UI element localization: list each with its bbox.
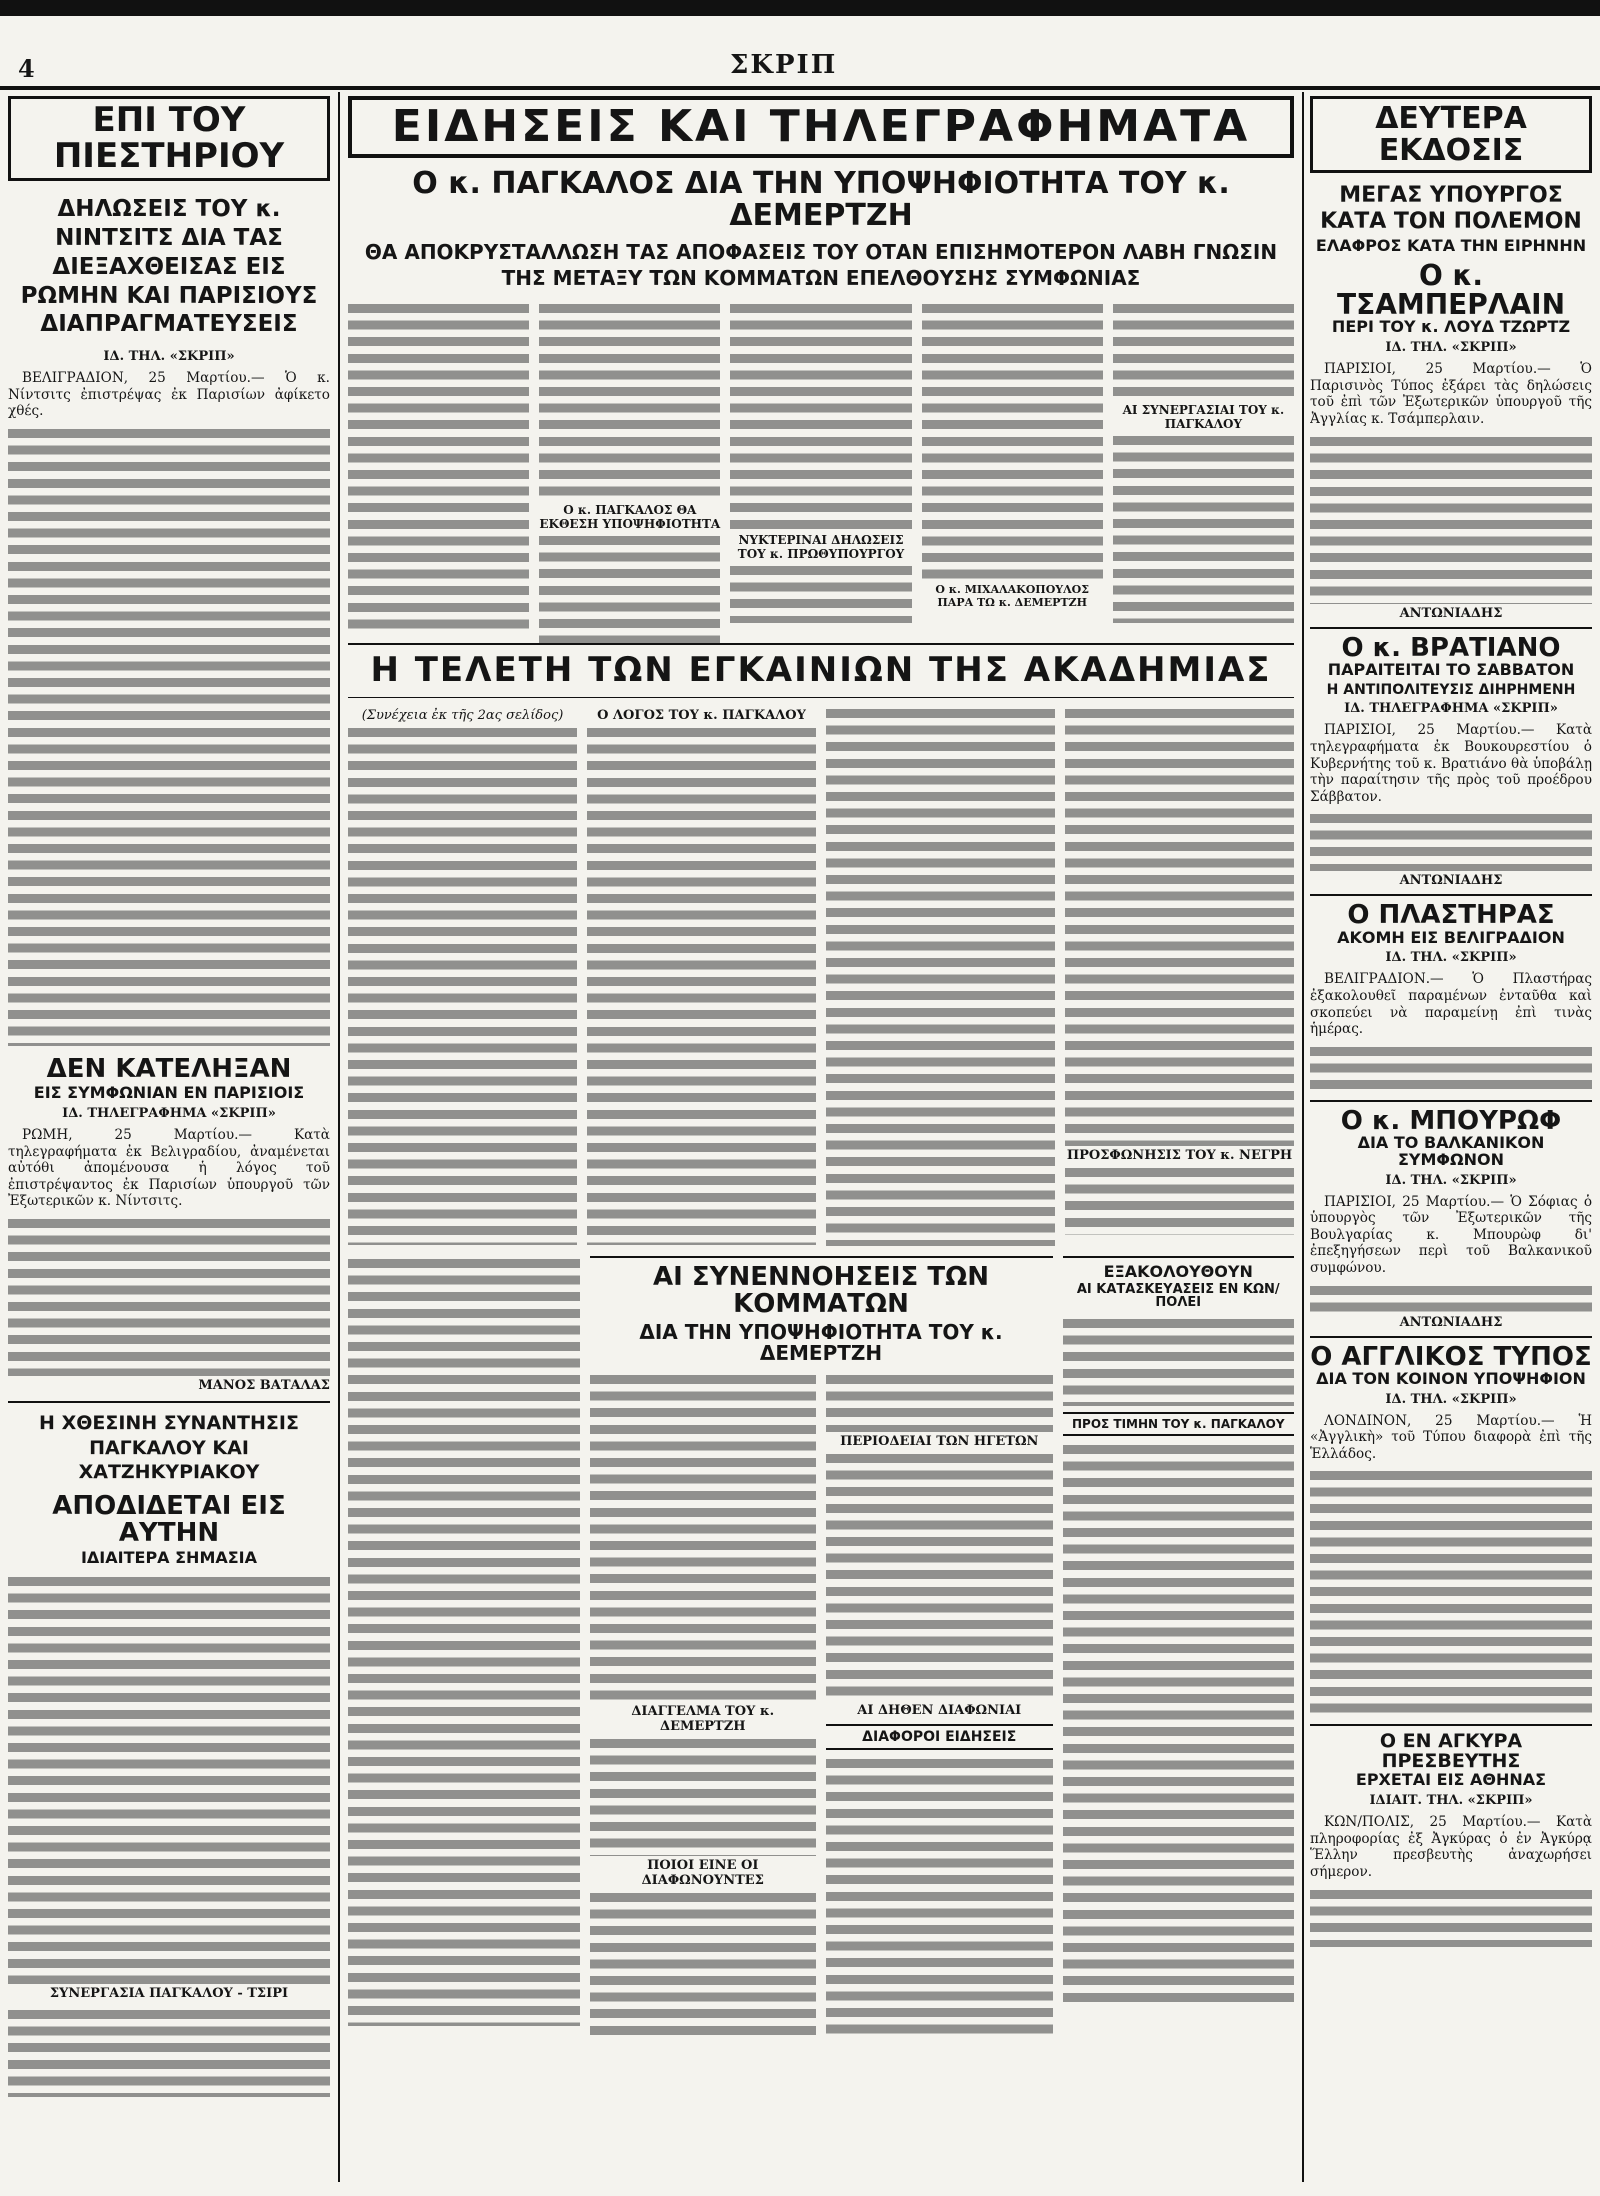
story-column (1065, 706, 1294, 1246)
section-header: ΠΡΟΣ ΤΙΜΗΝ ΤΟΥ κ. ΠΑΓΚΑΛΟΥ (1063, 1412, 1295, 1436)
subhead: ΠΡΟΣΦΩΝΗΣΙΣ ΤΟΥ κ. ΝΕΓΡΗ (1066, 1147, 1293, 1163)
right-headline: Ο ΠΛΑΣΤΗΡΑΣ (1347, 900, 1555, 931)
signature: ΜΑΝΟΣ ΒΑΤΑΛΑΣ (198, 1377, 330, 1393)
left-deck: ΔΗΛΩΣΕΙΣ ΤΟΥ κ. ΝΙΝΤΣΙΤΣ ΔΙΑ ΤΑΣ ΔΙΕΞΑΧΘΕΙΣΑΣ ΕΙΣ ΡΩΜΗΝ ΚΑΙ ΠΑΡΙΣΙΟΥΣ ΔΙΑΠΡΑΓΜΑΤΕΥΣΕΙΣ (20, 196, 318, 338)
left-headline: Η ΧΘΕΣΙΝΗ ΣΥΝΑΝΤΗΣΙΣ ΠΑΓΚΑΛΟΥ ΚΑΙ ΧΑΤΖΗΚΥΡΙΑΚΟΥ (39, 1411, 299, 1484)
story-column (539, 301, 720, 631)
right-headline: Ο κ. ΜΠΟΥΡΩΦ (1340, 1105, 1562, 1136)
signature: ΑΝΤΩΝΙΑΔΗΣ (1399, 873, 1503, 889)
top-story-columns (348, 301, 1294, 631)
right-headline: Ο ΑΓΓΛΙΚΟΣ ΤΥΠΟΣ (1310, 1341, 1592, 1372)
story-column (348, 1256, 580, 2036)
right-column (1310, 96, 1592, 2186)
subhead: ΔΕΝ ΚΑΤΕΛΗΞΑΝ (46, 1053, 292, 1084)
center-section (348, 96, 1294, 2186)
left-headline: ΕΠΙ ΤΟΥ ΠΙΕΣΤΗΡΙΟΥ (8, 96, 330, 181)
center-banner: ΕΙΔΗΣΕΙΣ ΚΑΙ ΤΗΛΕΓΡΑΦΗΜΑΤΑ (348, 96, 1294, 158)
parties-deck: ΔΙΑ ΤΗΝ ΥΠΟΨΗΦΙΟΤΗΤΑ ΤΟΥ κ. ΔΕΜΕΡΤΖΗ (639, 1320, 1003, 1366)
article-body (8, 426, 330, 1046)
right-deck: Η ΑΝΤΙΠΟΛΙΤΕΥΣΙΣ ΔΙΗΡΗΜΕΝΗ (1326, 681, 1576, 698)
subhead: ΠΕΡΙΟΔΕΙΑΙ ΤΩΝ ΗΓΕΤΩΝ (840, 1434, 1039, 1450)
right-headline: Ο κ. ΤΣΑΜΠΕΡΛΑΙΝ (1336, 258, 1566, 321)
article-body (1113, 433, 1294, 623)
right-deck: ΕΡΧΕΤΑΙ ΕΙΣ ΑΘΗΝΑΣ (1355, 1770, 1547, 1790)
article-body (922, 301, 1103, 581)
article-body (348, 725, 577, 1245)
subhead: Ο κ. ΜΙΧΑΛΑΚΟΠΟΥΛΟΣ ΠΑΡΑ ΤΩ κ. ΔΕΜΕΡΤΖΗ (935, 583, 1090, 610)
subhead: ΝΥΚΤΕΡΙΝΑΙ ΔΗΛΩΣΕΙΣ ΤΟΥ κ. ΠΡΩΘΥΠΟΥΡΓΟΥ (737, 533, 905, 562)
signature: ΑΝΤΩΝΙΑΔΗΣ (1399, 1314, 1503, 1330)
right-headline: ΜΕΓΑΣ ΥΠΟΥΡΓΟΣ ΚΑΤΑ ΤΟΝ ΠΟΛΕΜΟΝ (1320, 183, 1582, 235)
article-body (539, 301, 720, 501)
excavations-headline: ΕΞΑΚΟΛΟΥΘΟΥΝ (1063, 1256, 1295, 1281)
story-column (730, 301, 911, 631)
dateline: ΙΔ. ΤΗΛ. «ΣΚΡΙΠ» (1385, 1172, 1517, 1188)
column-rule (338, 92, 340, 2182)
article-body (590, 1372, 817, 1702)
article-body (1063, 1442, 1295, 2002)
article-body (1065, 1165, 1294, 1235)
story-column (348, 301, 529, 631)
right-deck: ΔΙΑ ΤΟ ΒΑΛΚΑΝΙΚΟΝ ΣΥΜΦΩΝΟΝ (1357, 1133, 1545, 1169)
right-headline: Ο ΕΝ ΑΓΚΥΡΑ ΠΡΕΣΒΕΥΤΗΣ (1379, 1730, 1523, 1773)
subhead: ΠΟΙΟΙ ΕΙΝΕ ΟΙ ΔΙΑΦΩΝΟΥΝΤΕΣ (641, 1858, 764, 1889)
article-body (1310, 1887, 1592, 1947)
story-column (1113, 301, 1294, 631)
story-column (1063, 1256, 1295, 2036)
article-body (590, 1890, 817, 2040)
right-deck: ΑΚΟΜΗ ΕΙΣ ΒΕΛΙΓΡΑΔΙΟΝ (1337, 927, 1565, 947)
subhead: ΣΥΝΕΡΓΑΣΙΑ ΠΑΓΚΑΛΟΥ - ΤΣΙΡΙ (49, 1986, 289, 2002)
story-column (922, 301, 1103, 631)
excavations-deck: ΑΙ ΚΑΤΑΣΚΕΥΑΣΕΙΣ ΕΝ ΚΩΝ/ΠΟΛΕΙ (1076, 1281, 1280, 1311)
right-deck: ΠΕΡΙ ΤΟΥ κ. ΛΟΥΔ ΤΖΩΡΤΖ (1331, 317, 1571, 337)
article-body (730, 301, 911, 531)
article-body (1310, 434, 1592, 604)
article-body (348, 1256, 580, 2026)
article-body (1310, 1468, 1592, 1718)
masthead-bar (0, 0, 1600, 16)
article-body (1063, 1316, 1295, 1406)
subhead-deck: ΕΙΣ ΣΥΜΦΩΝΙΑΝ ΕΝ ΠΑΡΙΣΙΟΙΣ (33, 1083, 305, 1103)
article-lead: ΠΑΡΙΣΙΟΙ, 25 Μαρτίου.— Ὁ Παρισινὸς Τύπος ἐξάρει τὰς δηλώσεις τοῦ ἐπὶ τῶν Ἐξωτερικῶν ὑπουργοῦ τῆς Ἀγγλίας κ. Τσάμπερλαιν. (1310, 361, 1592, 427)
article-lead: ΒΕΛΙΓΡΑΔΙΟΝ.— Ὁ Πλαστήρας ἐξακολουθεῖ παραμένων ἐνταῦθα καὶ σκοπεύει νὰ παραμείνῃ ἐπὶ τινὰς ἡμέρας. (1310, 971, 1592, 1038)
dateline: ΙΔ. ΤΗΛΕΓΡΑΦΗΜΑ «ΣΚΡΙΠ» (62, 1106, 276, 1121)
article-body (8, 1574, 330, 1984)
section-header: ΔΙΑΦΟΡΟΙ ΕΙΔΗΣΕΙΣ (826, 1724, 1053, 1750)
article-lead: ΠΑΡΙΣΙΟΙ, 25 Μαρτίου.— Ὁ Σόφιας ὁ ὑπουργὸς τῶν Ἐξωτερικῶν τῆς Βουλγαρίας κ. Μπουρὼφ δι' ἐπεξηγήσεων περὶ τοῦ Βαλκανικοῦ συμφώνου. (1310, 1193, 1592, 1277)
right-deck: ΠΑΡΑΙΤΕΙΤΑΙ ΤΟ ΣΑΒΒΑΤΟΝ (1327, 659, 1575, 679)
article-body (1310, 811, 1592, 871)
parties-story (590, 1256, 1053, 2036)
article-body (826, 1756, 1053, 2036)
subhead: ΑΙ ΔΗΘΕΝ ΔΙΑΦΩΝΙΑΙ (857, 1703, 1022, 1719)
left-headline: ΑΠΟΔΙΔΕΤΑΙ ΕΙΣ ΑΥΤΗΝ (52, 1491, 286, 1549)
dateline: ΙΔΙΑΙΤ. ΤΗΛ. «ΣΚΡΙΠ» (1369, 1793, 1533, 1809)
article-body (730, 563, 911, 623)
article-lead: ΡΩΜΗ, 25 Μαρτίου.— Κατὰ τηλεγραφήματα ἐκ Βελιγραδίου, ἀναμένεται αὐτόθι ἀπομένουσα ἡ λόγος τοῦ ἐπιστρέψαντος ἐκ Παρισίων ὑπουργοῦ τῶν Ἐξωτερικῶν κ. Νίντσιτς. (8, 1127, 330, 1210)
article-lead: ΠΑΡΙΣΙΟΙ, 25 Μαρτίου.— Κατὰ τηλεγραφήματα ἐκ Βουκουρεστίου ὁ Κυβερνήτης τοῦ κ. Βρατιάνο θὰ ὑποβάλῃ τὴν παραίτησιν τῆς πρὸς τοῦ προέδρου Σάββατον. (1310, 722, 1592, 805)
dateline: ΙΔ. ΤΗΛ. «ΣΚΡΙΠ» (103, 349, 235, 365)
left-deck: ΙΔΙΑΙΤΕΡΑ ΣΗΜΑΣΙΑ (80, 1547, 258, 1567)
column-rule (1302, 92, 1304, 2182)
paper-name: ΣΚΡΙΠ (730, 50, 838, 80)
academy-headline: Η ΤΕΛΕΤΗ ΤΩΝ ΕΓΚΑΙΝΙΩΝ ΤΗΣ ΑΚΑΔΗΜΙΑΣ (370, 650, 1272, 691)
article-body (348, 301, 529, 631)
subhead: Ο ΛΟΓΟΣ ΤΟΥ κ. ΠΑΓΚΑΛΟΥ (597, 707, 806, 723)
article-body (1310, 1044, 1592, 1094)
continuation-note: (Συνέχεια ἐκ τῆς 2ας σελίδος) (361, 707, 564, 723)
parties-headline: ΑΙ ΣΥΝΕΝΝΟΗΣΕΙΣ ΤΩΝ ΚΟΜΜΑΤΩΝ (590, 1256, 1053, 1319)
signature: ΑΝΤΩΝΙΑΔΗΣ (1399, 605, 1503, 621)
page-number: 4 (18, 54, 35, 83)
article-lead: ΛΟΝΔΙΝΟΝ, 25 Μαρτίου.— Ἡ «Ἀγγλικὴ» τοῦ Τύπου διαφορὰ ἐπὶ τῆς Ἑλλάδος. (1310, 1412, 1592, 1462)
article-body (587, 725, 816, 1245)
subhead: ΔΙΑΓΓΕΛΜΑ ΤΟΥ κ. ΔΕΜΕΡΤΖΗ (631, 1704, 775, 1735)
right-headline: Ο κ. ΒΡΑΤΙΑΝΟ (1341, 632, 1561, 663)
story-column (587, 706, 816, 1246)
subhead: Ο κ. ΠΑΓΚΑΛΟΣ ΘΑ ΕΚΘΕΣΗ ΥΠΟΨΗΦΙΟΤΗΤΑ (539, 503, 721, 532)
lower-columns (348, 1256, 1294, 2036)
article-body (590, 1736, 817, 1856)
dateline: ΙΔ. ΤΗΛ. «ΣΚΡΙΠ» (1385, 1391, 1517, 1407)
story-column (826, 706, 1055, 1246)
subhead: ΑΙ ΣΥΝΕΡΓΑΣΙΑΙ ΤΟΥ κ. ΠΑΓΚΑΛΟΥ (1122, 403, 1285, 432)
article-lead: ΚΩΝ/ΠΟΛΙΣ, 25 Μαρτίου.— Κατὰ πληροφορίας ἐξ Ἀγκύρας ὁ ἐν Ἀγκύρᾳ Ἕλλην πρεσβευτὴς ἀναχωρήσει σήμερον. (1310, 1814, 1592, 1880)
right-deck: ΔΙΑ ΤΟΝ ΚΟΙΝΟΝ ΥΠΟΨΗΦΙΟΝ (1316, 1368, 1586, 1388)
article-body (826, 706, 1055, 1246)
article-lead: ΒΕΛΙΓΡΑΔΙΟΝ, 25 Μαρτίου.— Ὁ κ. Νίντσιτς ἐπιστρέψας ἐκ Παρισίων ἀφίκετο χθές. (8, 370, 330, 420)
right-banner: ΔΕΥΤΕΡΑ ΕΚΔΟΣΙΣ (1310, 96, 1592, 173)
left-column (8, 96, 330, 2186)
story-column (348, 706, 577, 1246)
right-deck: ΕΛΑΦΡΟΣ ΚΑΤΑ ΤΗΝ ΕΙΡΗΝΗΝ (1315, 235, 1587, 255)
article-body (1310, 1283, 1592, 1313)
dateline: ΙΔ. ΤΗΛΕΓΡΑΦΗΜΑ «ΣΚΡΙΠ» (1344, 701, 1558, 717)
article-body (8, 2007, 330, 2097)
center-headline: Ο κ. ΠΑΓΚΑΛΟΣ ΔΙΑ ΤΗΝ ΥΠΟΨΗΦΙΟΤΗΤΑ ΤΟΥ κ. ΔΕΜΕΡΤΖΗ (412, 166, 1230, 233)
dateline: ΙΔ. ΤΗΛ. «ΣΚΡΙΠ» (1385, 340, 1517, 356)
masthead-rule (0, 86, 1600, 90)
academy-columns (348, 706, 1294, 1246)
article-body (826, 1372, 1053, 1432)
article-body (8, 1216, 330, 1376)
article-body (1113, 301, 1294, 401)
center-deck: ΘΑ ΑΠΟΚΡΥΣΤΑΛΛΩΣΗ ΤΑΣ ΑΠΟΦΑΣΕΙΣ ΤΟΥ ΟΤΑΝ ΕΠΙΣΗΜΟΤΕΡΟΝ ΛΑΒΗ ΓΝΩΣΙΝ ΤΗΣ ΜΕΤΑΞΥ ΤΩΝ ΚΟΜΜΑΤΩΝ ΕΠΕΛΘΟΥΣΗΣ ΣΥΜΦΩΝΙΑΣ (364, 240, 1278, 291)
article-body (539, 533, 720, 643)
dateline: ΙΔ. ΤΗΛ. «ΣΚΡΙΠ» (1385, 950, 1517, 966)
article-body (826, 1451, 1053, 1701)
article-body (1065, 706, 1294, 1146)
